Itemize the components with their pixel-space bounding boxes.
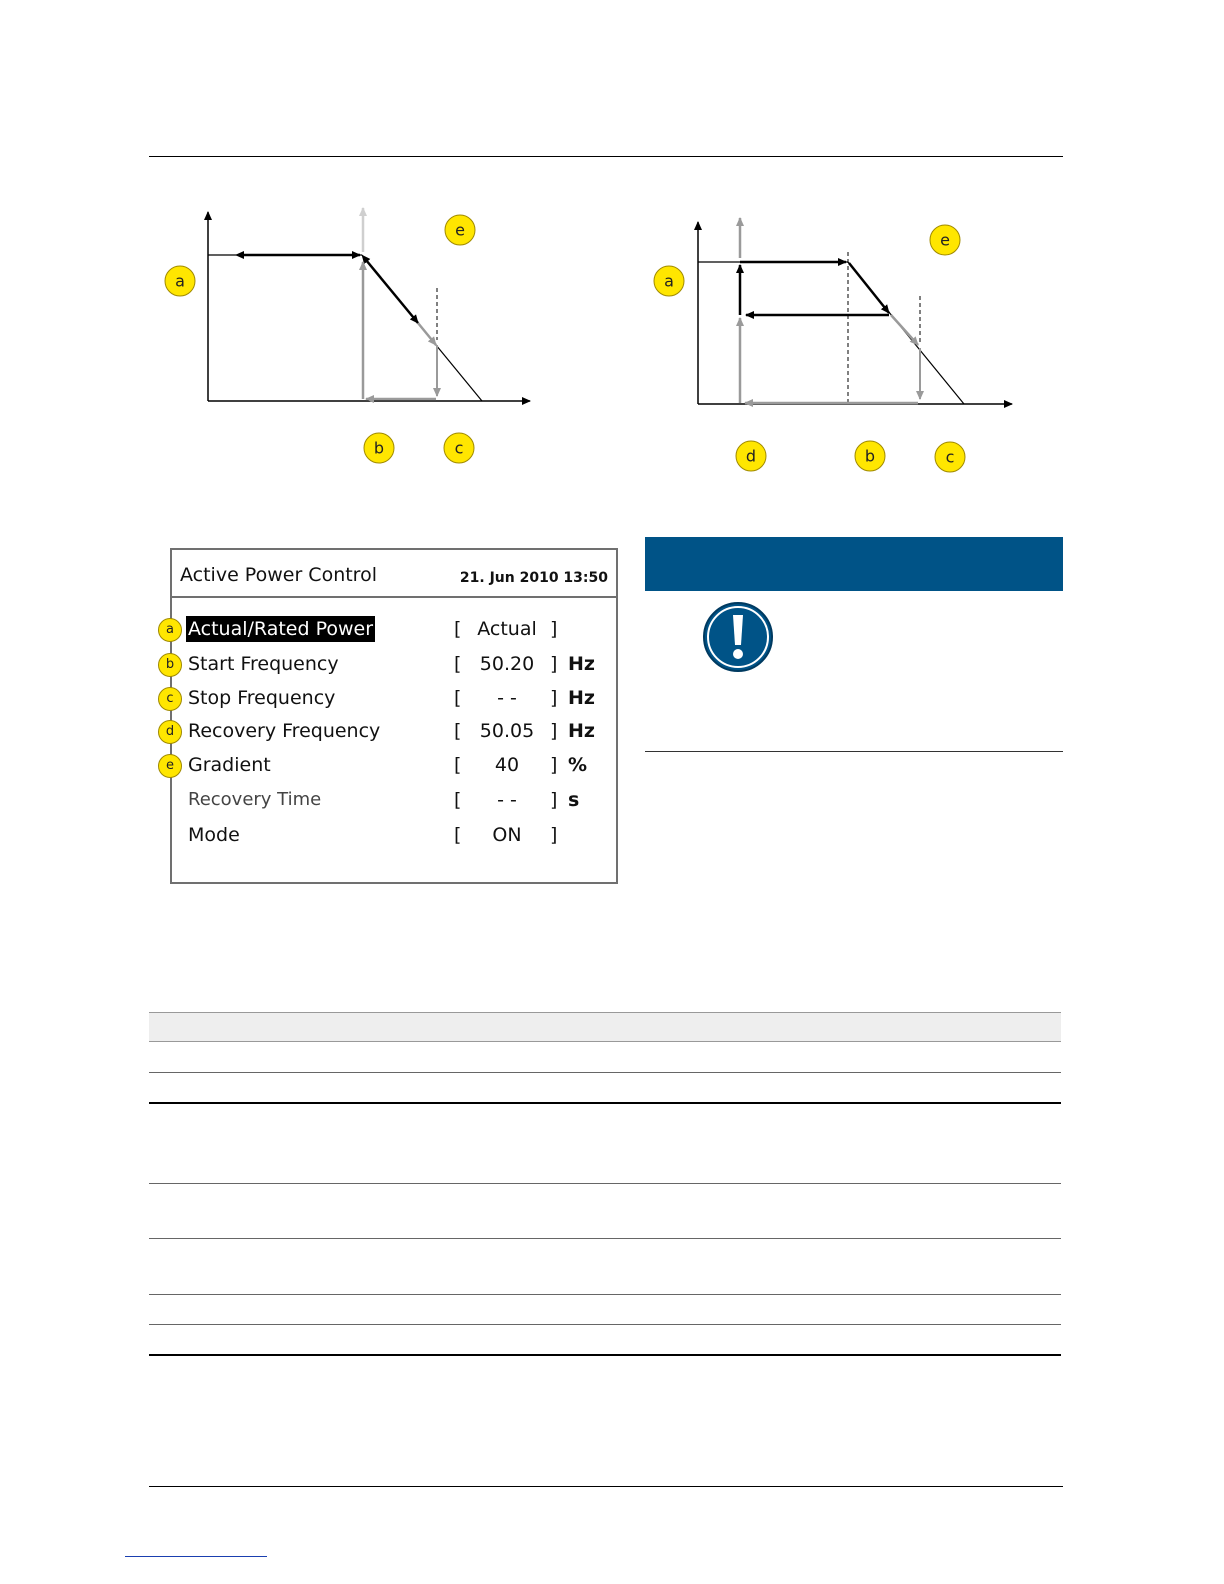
table-header (149, 1012, 1061, 1042)
row-unit: Hz (568, 687, 595, 709)
right-label-a (654, 266, 684, 296)
svg-text:b: b (373, 438, 385, 458)
row-badge: e (158, 754, 182, 778)
row-badge: c (158, 687, 182, 711)
svg-text:c: c (454, 438, 464, 458)
row-name: Mode (188, 824, 240, 846)
svg-text:c: c (945, 447, 955, 467)
svg-text:e: e (940, 230, 950, 250)
screen-datetime: 21. Jun 2010 13:50 (459, 570, 608, 586)
left-frequency-diagram (0, 0, 1224, 520)
screen-title: Active Power Control (180, 564, 377, 586)
left-label-e (445, 215, 475, 245)
row-name: Start Frequency (188, 653, 339, 675)
row-name: Gradient (188, 754, 271, 776)
row-value: Actual (477, 618, 537, 640)
notice-bottom-rule (645, 751, 1063, 752)
row-unit: Hz (568, 720, 595, 742)
lcd-screen (165, 548, 618, 884)
notice-header-bar (645, 537, 1063, 591)
row-name: Recovery Frequency (188, 720, 381, 742)
right-label-d (736, 441, 766, 471)
menu-row-actual-rated-power[interactable]: a Actual/Rated Power [ Actual ] (172, 616, 616, 646)
menu-row-start-frequency[interactable]: b Start Frequency [ 50.20 ] Hz (172, 651, 616, 681)
left-label-c (444, 433, 474, 463)
row-unit: s (568, 789, 580, 811)
table-row-divider (149, 1072, 1061, 1073)
menu-row-recovery-frequency[interactable]: d Recovery Frequency [ 50.05 ] Hz (172, 718, 616, 748)
table-row-divider (149, 1324, 1061, 1325)
row-badge: a (158, 618, 182, 642)
row-value: 50.05 (479, 720, 535, 742)
menu-row-mode[interactable]: Mode [ ON ] (188, 824, 558, 846)
footer-link-underline[interactable] (125, 1556, 267, 1557)
right-label-b (855, 441, 885, 471)
table-row-divider (149, 1294, 1061, 1295)
exclamation-icon (702, 601, 774, 673)
menu-row-recovery-time[interactable]: Recovery Time [ - - ] s (188, 789, 580, 811)
svg-text:e: e (455, 220, 465, 240)
svg-text:d: d (745, 446, 757, 466)
row-name: Recovery Time (188, 789, 322, 810)
lcd-header (172, 550, 616, 598)
left-label-b (364, 433, 394, 463)
row-value: 40 (494, 754, 520, 776)
row-badge: d (158, 720, 182, 744)
right-label-e (930, 225, 960, 255)
row-name: Stop Frequency (188, 687, 336, 709)
row-value: - - (497, 789, 517, 811)
row-value: ON (492, 824, 522, 846)
row-name: Actual/Rated Power (188, 618, 374, 640)
table-row-divider (149, 1238, 1061, 1239)
table-row-divider (149, 1102, 1061, 1104)
menu-row-gradient[interactable]: e Gradient [ 40 ] % (172, 752, 616, 782)
row-value: 50.20 (479, 653, 535, 675)
footer-rule (149, 1486, 1063, 1487)
svg-text:a: a (664, 271, 674, 291)
row-badge: b (158, 653, 182, 677)
menu-row-stop-frequency[interactable]: c Stop Frequency [ - - ] Hz (172, 685, 616, 715)
row-unit: % (568, 754, 588, 776)
table-bottom-rule (149, 1354, 1061, 1356)
left-label-a (165, 266, 195, 296)
table-row-divider (149, 1183, 1061, 1184)
right-label-c (935, 442, 965, 472)
right-frequency-diagram (654, 218, 1012, 472)
row-value: - - (497, 687, 517, 709)
svg-text:b: b (864, 446, 876, 466)
svg-text:a: a (175, 271, 185, 291)
row-unit: Hz (568, 653, 595, 675)
